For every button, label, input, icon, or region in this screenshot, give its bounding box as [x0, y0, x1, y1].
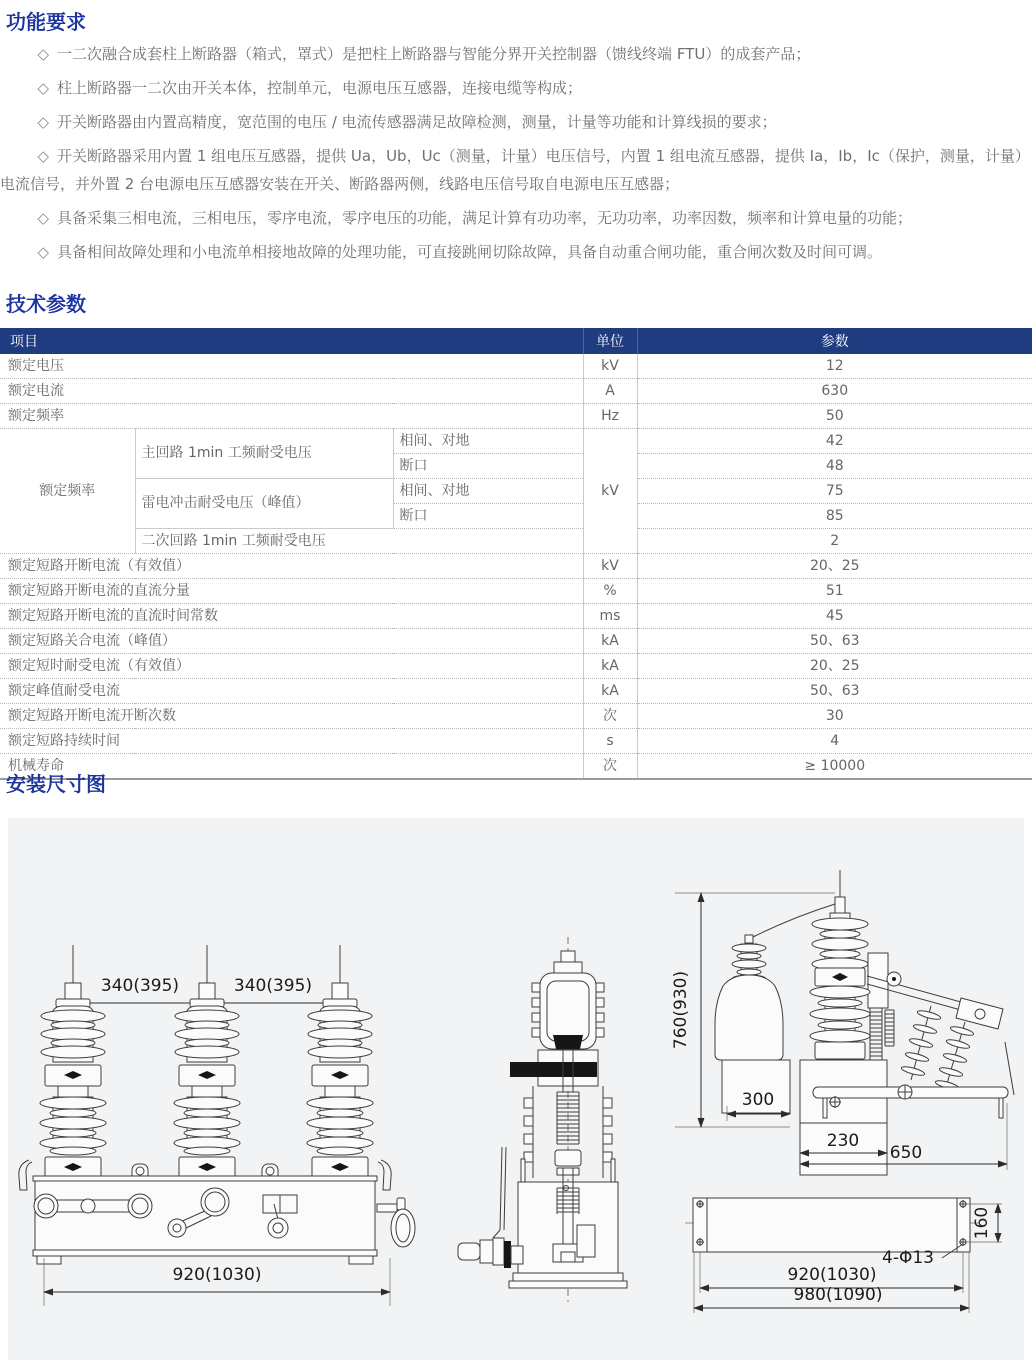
cell-subitem: 二次回路 1min 工频耐受电压: [135, 529, 583, 554]
dim-side-box-depth: 230: [826, 1131, 860, 1151]
feature-text: 具备采集三相电流，三相电压，零序电流，零序电压的功能，满足计算有功功率，无功功率，功率因数，频率和计算电量的功能；: [57, 209, 913, 227]
diamond-bullet-icon: ◇: [37, 147, 50, 165]
cell-item: 额定短路开断电流的直流分量: [0, 579, 583, 604]
cell-value: 50、63: [637, 679, 1032, 704]
cell-unit: ms: [583, 604, 637, 629]
specs-table-wrap: [0, 328, 1032, 780]
cell-value: 12: [637, 354, 1032, 379]
table-row: [0, 754, 1032, 780]
table-header-row: [0, 328, 1032, 354]
diamond-bullet-icon: ◇: [37, 45, 50, 63]
feature-item: [0, 204, 1024, 232]
cell-item: 额定短路开断电流（有效值）: [0, 554, 583, 579]
feature-item: [0, 142, 1024, 198]
cell-value: 75: [637, 479, 1032, 504]
diamond-bullet-icon: ◇: [37, 79, 50, 97]
section-title-specs: 技术参数: [6, 292, 86, 316]
table-row: [0, 629, 1032, 654]
cell-value: 2: [637, 529, 1032, 554]
section-view-drawing: [453, 852, 668, 1327]
diamond-bullet-icon: ◇: [37, 113, 50, 131]
specs-table: [0, 328, 1032, 780]
dim-side-pt-depth: 300: [741, 1090, 775, 1110]
cell-item: 额定频率: [0, 404, 583, 429]
cell-subitem: 主回路 1min 工频耐受电压: [135, 429, 393, 479]
dim-front-spacing-left: 340(395): [100, 976, 180, 996]
dim-front-spacing-right: 340(395): [233, 976, 313, 996]
cell-value: 50: [637, 404, 1032, 429]
cell-value: 20、25: [637, 654, 1032, 679]
feature-text: 开关断路器由内置高精度，宽范围的电压 / 电流传感器满足故障检测，测量，计量等功能和计算线损的要求；: [57, 113, 777, 131]
cell-value: 50、63: [637, 629, 1032, 654]
cell-value: 42: [637, 429, 1032, 454]
table-row: [0, 704, 1032, 729]
feature-item: [0, 238, 1024, 266]
side-view-drawing: [663, 858, 1032, 1193]
cell-item: 额定短时耐受电流（有效值）: [0, 654, 583, 679]
cell-item: 额定电流: [0, 379, 583, 404]
table-row: [0, 604, 1032, 629]
cell-unit: 次: [583, 754, 637, 780]
cell-item: 额定短路持续时间: [0, 729, 583, 754]
section-title-features: 功能要求: [6, 10, 86, 34]
cell-item: 额定电压: [0, 354, 583, 379]
header-unit: 单位: [583, 328, 637, 354]
diamond-bullet-icon: ◇: [37, 209, 50, 227]
table-row: [0, 729, 1032, 754]
feature-text: 具备相间故障处理和小电流单相接地故障的处理功能，可直接跳闸切除故障，具备自动重合闸功能，重合闸次数及时间可调。: [57, 243, 883, 261]
cell-condition: 断口: [393, 454, 583, 479]
cell-unit: kV: [583, 429, 637, 554]
header-item: 项目: [0, 328, 583, 354]
cell-value: 51: [637, 579, 1032, 604]
cell-value: 48: [637, 454, 1032, 479]
section-title-install: 安装尺寸图: [6, 772, 106, 796]
cell-value: 630: [637, 379, 1032, 404]
base-plate-drawing: [680, 1192, 1030, 1337]
cell-item: 额定短路关合电流（峰值）: [0, 629, 583, 654]
cell-value: 4: [637, 729, 1032, 754]
table-row: [0, 554, 1032, 579]
cell-subitem: 雷电冲击耐受电压（峰值）: [135, 479, 393, 529]
cell-item: 额定峰值耐受电流: [0, 679, 583, 704]
feature-item: [0, 108, 1024, 136]
table-row: [0, 529, 1032, 554]
cell-unit: kV: [583, 354, 637, 379]
cell-unit: 次: [583, 704, 637, 729]
dim-base-height: 160: [972, 1206, 992, 1240]
table-row: [0, 479, 1032, 504]
cell-unit: kA: [583, 654, 637, 679]
dim-base-bolt-span: 920(1030): [787, 1265, 877, 1285]
dimension-drawings-panel: [8, 818, 1024, 1360]
cell-unit: kA: [583, 679, 637, 704]
table-row: [0, 579, 1032, 604]
front-view-drawing: [13, 938, 448, 1313]
cell-unit: %: [583, 579, 637, 604]
cell-condition: 断口: [393, 504, 583, 529]
cell-value: 45: [637, 604, 1032, 629]
table-row: [0, 354, 1032, 379]
cell-condition: 相间、对地: [393, 479, 583, 504]
cell-unit: A: [583, 379, 637, 404]
cell-value: 85: [637, 504, 1032, 529]
cell-unit: Hz: [583, 404, 637, 429]
table-row: [0, 679, 1032, 704]
table-row: [0, 379, 1032, 404]
header-value: 参数: [637, 328, 1032, 354]
cell-value: 30: [637, 704, 1032, 729]
cell-group-label: 额定频率: [0, 429, 135, 554]
diamond-bullet-icon: ◇: [37, 243, 50, 261]
cell-item: 额定短路开断电流的直流时间常数: [0, 604, 583, 629]
feature-item: [0, 74, 1024, 102]
table-row: [0, 404, 1032, 429]
dim-side-total-depth: 650: [889, 1143, 923, 1163]
dim-base-holes: 4-Φ13: [882, 1248, 934, 1268]
table-row: [0, 429, 1032, 454]
cell-condition: 相间、对地: [393, 429, 583, 454]
feature-text: 开关断路器采用内置 1 组电压互感器，提供 Ua，Ub，Uc（测量，计量）电压信号，内置 1 组电流互感器，提供 Ia，Ib，Ic（保护，测量，计量）电流信号，并外置 2 台电源电压互感器安装在开关、断路器两侧，线路电压信号取自电源电压互感器；: [0, 147, 1023, 193]
feature-text: 柱上断路器一二次由开关本体，控制单元，电源电压互感器，连接电缆等构成；: [57, 79, 583, 97]
features-list: [0, 40, 1024, 272]
cell-unit: s: [583, 729, 637, 754]
cell-item: 机械寿命: [0, 754, 583, 780]
table-row: [0, 654, 1032, 679]
dim-front-width: 920(1030): [172, 1265, 262, 1285]
cell-item: 额定短路开断电流开断次数: [0, 704, 583, 729]
cell-unit: kA: [583, 629, 637, 654]
cell-unit: kV: [583, 554, 637, 579]
feature-item: [0, 40, 1024, 68]
dim-base-overall: 980(1090): [793, 1285, 883, 1305]
cell-value: ≥ 10000: [637, 754, 1032, 780]
cell-value: 20、25: [637, 554, 1032, 579]
dim-side-height: 760(930): [671, 970, 691, 1050]
feature-text: 一二次融合成套柱上断路器（箱式，罩式）是把柱上断路器与智能分界开关控制器（馈线终端 FTU）的成套产品；: [57, 45, 811, 63]
